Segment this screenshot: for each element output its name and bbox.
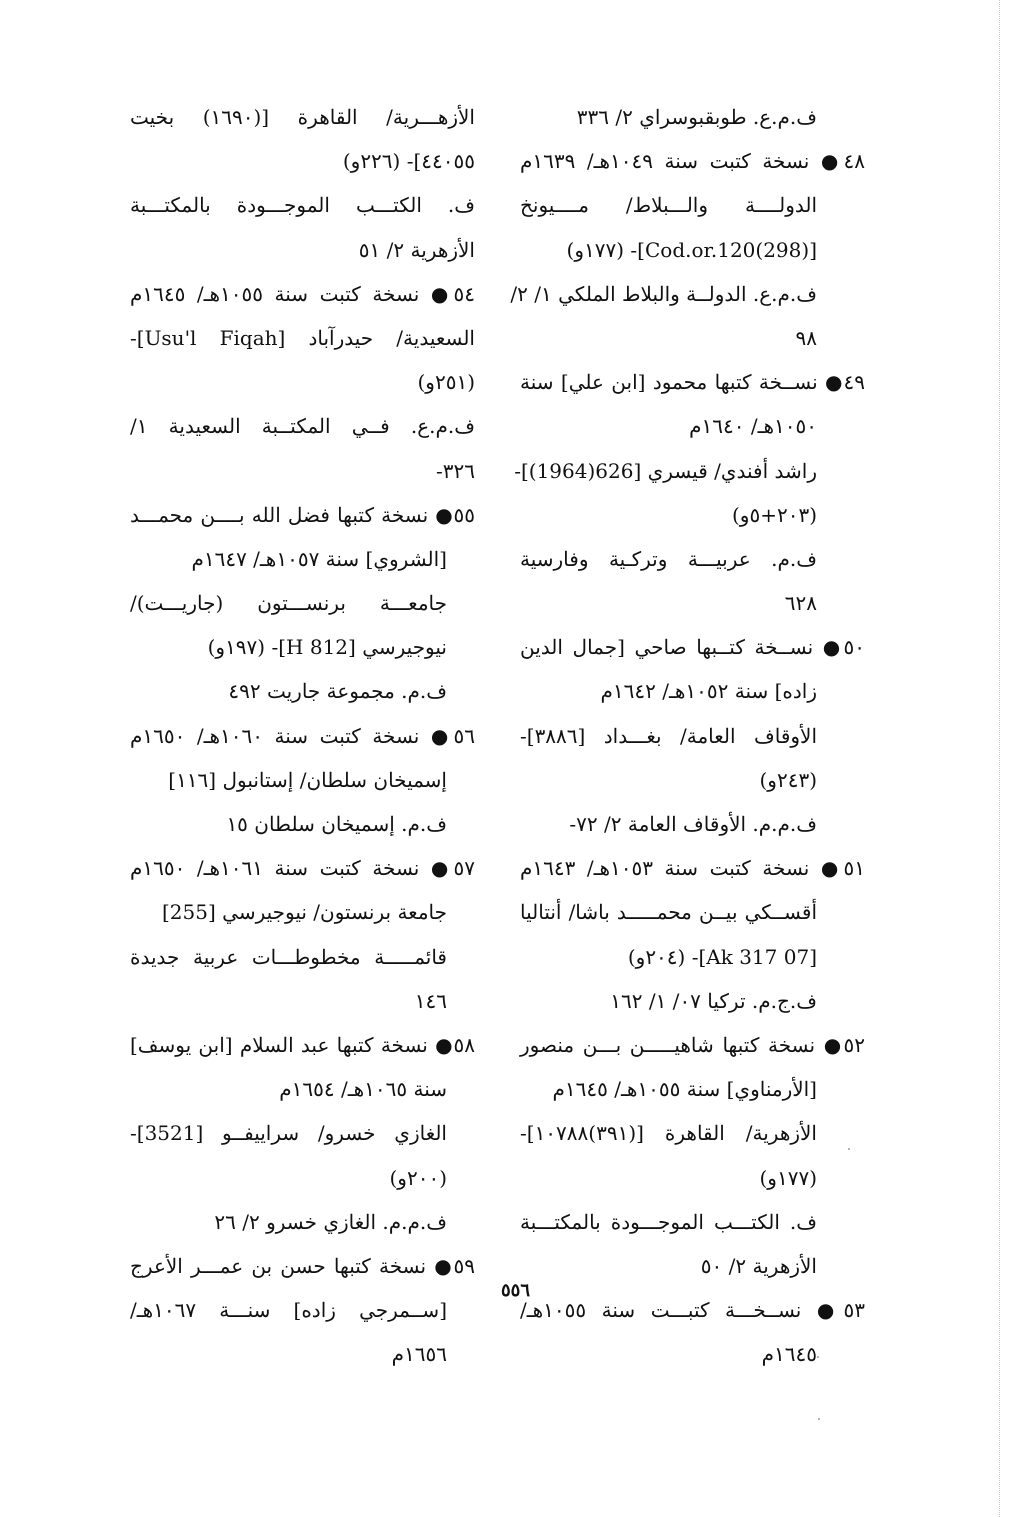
text-line: ٥١● نسخة كتبت سنة ١٠٥٣هـ/ ١٦٤٣م <box>520 856 865 881</box>
text-line: ١٤٦ <box>414 988 447 1013</box>
text-line: (١٧٧و) <box>759 1165 817 1190</box>
text-line: ٥٠● نســخة كتــبها صاحي [جمال الدين <box>520 635 865 660</box>
text-line: ٤٩● نســخة كتبها محمود [ابن علي] سنة <box>520 370 865 395</box>
text-line: ف. الكتـــب الموجـــودة بالمكتـــبة <box>130 193 475 218</box>
text-line: ٣٢٦- <box>436 458 475 483</box>
text-line: ٦٢٨ <box>784 591 817 616</box>
text-line: ٥٩● نسخة كتبها حسن بن عمـــر الأعرج <box>130 1253 475 1278</box>
text-line: ٥٧● نسخة كتبت سنة ١٠٦١هـ/ ١٦٥٠م <box>130 856 475 881</box>
left-text-column <box>130 95 475 1376</box>
text-line: (٢٥١و) <box>417 370 475 395</box>
text-line: ٥٦● نسخة كتبت سنة ١٠٦٠هـ/ ١٦٥٠م <box>130 723 475 748</box>
scan-speck <box>848 1148 850 1150</box>
text-line: (٢٤٣و) <box>759 767 817 792</box>
page-number: ٥٥٦ <box>500 1280 530 1301</box>
text-line: [Cod.or.120(298)]- (١٧٧و) <box>566 237 817 262</box>
text-line: الأزهرية ٢/ ٥٠ <box>700 1253 817 1278</box>
text-line: (٢٠٠و) <box>389 1165 447 1190</box>
text-line: أقســكي بيــن محمـــــد باشا/ أنتاليا <box>520 900 817 925</box>
text-line: ٤٤٠٥٥]- (٢٢٦و) <box>342 149 475 174</box>
text-line: نيوجيرسي [812 H]- (١٩٧و) <box>207 635 447 660</box>
text-line: السعيدية/ حيدرآباد [Usu'l Fiqah]- <box>130 325 475 350</box>
text-line: ٥٥● نسخة كتبها فضل الله بــــن محمـــد <box>130 502 475 527</box>
text-line: ف.م.ع. طوبقبوسراي ٢/ ٣٣٦ <box>576 105 817 129</box>
text-line: ف.م. إسميخان سلطان ١٥ <box>226 812 447 836</box>
text-line: قائمـــــة مخطوطـــات عربية جديدة <box>130 944 447 969</box>
text-line: الدولــــة والـــبلاط/ مــــيونخ <box>520 193 817 218</box>
text-line: ٥٣● نســخـــة كتبـــت سنة ١٠٥٥هـ/ <box>520 1298 865 1323</box>
text-line: الأوقاف العامة/ بغـــداد [٣٨٨٦]- <box>520 723 817 748</box>
scan-speck <box>818 1418 820 1420</box>
text-line: الأزهرية ٢/ ٥١ <box>358 237 475 262</box>
text-line: الغازي خسرو/ سراييفــو [3521]- <box>130 1121 447 1146</box>
text-line: ف.م. عربيـــة وتركـية وفارسية <box>520 546 817 571</box>
text-line: ٥٨● نسخة كتبها عبد السلام [ابن يوسف] <box>130 1032 475 1057</box>
text-line: ف. الكتـــب الموجـــودة بالمكتـــبة <box>520 1209 817 1234</box>
text-line: راشد أفندي/ قيسري [626(1964)]- <box>514 458 817 483</box>
text-line: ف.م. مجموعة جاريت ٤٩٢ <box>228 679 447 704</box>
text-line: ف.ج.م. تركيا ٠٧/ ١/ ١٦٢ <box>610 988 817 1013</box>
text-line: ف.م.ع. فــي المكتــبة السعيدية ١/ <box>130 414 475 439</box>
text-line: سنة ١٠٦٥هـ/ ١٦٥٤م <box>279 1077 447 1102</box>
text-line: ٥٤● نسخة كتبت سنة ١٠٥٥هـ/ ١٦٤٥م <box>130 281 475 306</box>
text-line: الأزهرية/ القاهرة [(٣٩١)١٠٧٨٨]- <box>520 1121 817 1146</box>
text-line: [07 Ak 317]- (٢٠٤و) <box>627 944 817 969</box>
text-line: ف.م.م. الغازي خسرو ٢/ ٢٦ <box>214 1209 447 1234</box>
text-line: الأزهـــرية/ القاهرة [(١٦٩٠) بخيت <box>130 105 475 129</box>
text-line: جامعـــة برنســـتون (جاريـــت)/ <box>130 591 447 616</box>
text-line: ١٦٥٦م <box>391 1342 447 1367</box>
text-line: ٩٨ <box>795 325 817 350</box>
text-line: [الشروي] سنة ١٠٥٧هـ/ ١٦٤٧م <box>191 546 447 571</box>
text-line: ف.م.ع. الدولــة والبلاط الملكي ١/ ٢/ <box>510 281 817 306</box>
text-line: ٤٨● نسخة كتبت سنة ١٠٤٩هـ/ ١٦٣٩م <box>520 149 865 174</box>
text-line: [الأرمناوي] سنة ١٠٥٥هـ/ ١٦٤٥م <box>552 1077 817 1102</box>
text-line: ١٦٤٥م <box>761 1342 817 1367</box>
text-line: زاده] سنة ١٠٥٢هـ/ ١٦٤٢م <box>600 679 817 704</box>
text-line: ف.م.م. الأوقاف العامة ٢/ ٧٢- <box>569 812 817 836</box>
text-line: ٥٢● نسخة كتبها شاهيـــــن بـــن منصور <box>520 1032 865 1057</box>
text-line: إسميخان سلطان/ إستانبول [١١٦] <box>168 767 447 792</box>
text-line: (٢٠٣+٥و) <box>731 502 817 527</box>
scan-speck <box>817 1356 819 1358</box>
text-line: [ســمرجي زاده] سنـــة ١٠٦٧هـ/ <box>130 1298 447 1323</box>
text-line: جامعة برنستون/ نيوجيرسي [255] <box>161 900 447 925</box>
text-line: ١٠٥٠هـ/ ١٦٤٠م <box>689 414 817 439</box>
